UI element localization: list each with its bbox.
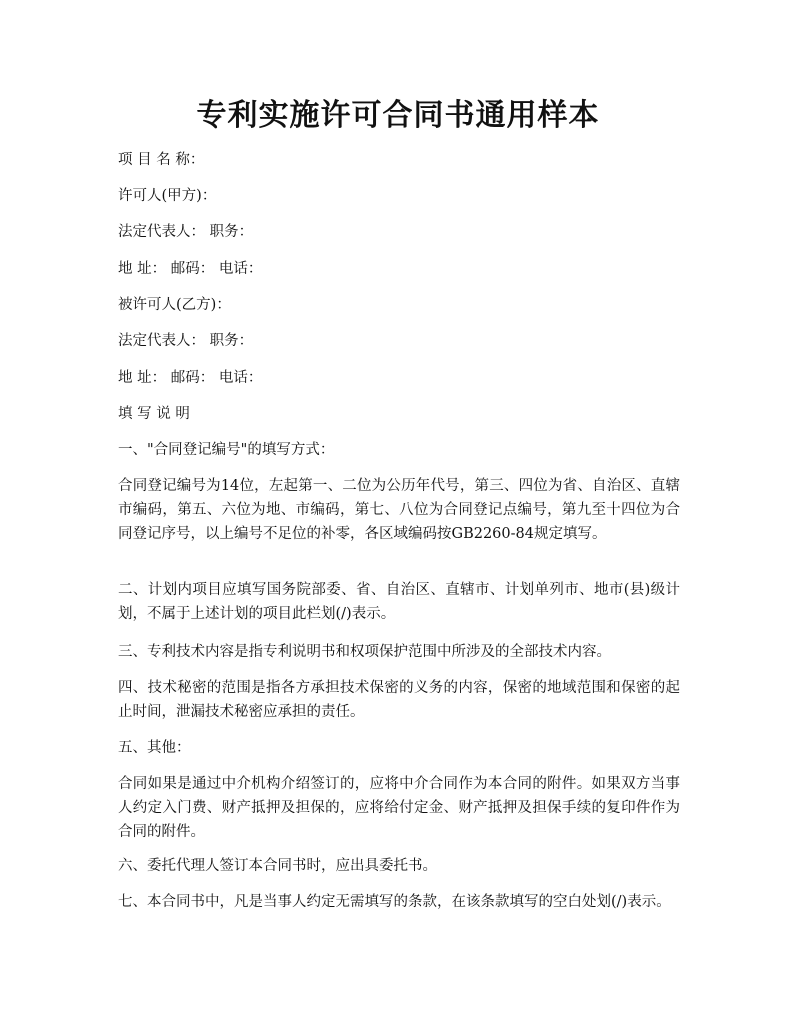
instructions-heading: 填 写 说 明 bbox=[118, 406, 190, 422]
instruction-item: 六、委托代理人签订本合同书时，应出具委托书。 bbox=[118, 858, 437, 874]
licensor-representative-field: 法定代表人： 职务： bbox=[118, 224, 254, 240]
instruction-item: 合同登记编号为14位，左起第一、二位为公历年代号，第三、四位为省、自治区、直辖市编码，第五、六位为地、市编码，第七、八位为合同登记点编号，第九至十四位为合同登记序号，以上编号不足位的补零，各区域编码按GB2260-84规定填写。 bbox=[118, 478, 680, 542]
instruction-item: 七、本合同书中，凡是当事人约定无需填写的条款，在该条款填写的空白处划(/)表示。 bbox=[118, 894, 671, 910]
document-title: 专利实施许可合同书通用样本 bbox=[196, 98, 600, 133]
instruction-item: 四、技术秘密的范围是指各方承担技术保密的义务的内容，保密的地域范围和保密的起止时间，泄漏技术秘密应承担的责任。 bbox=[118, 680, 680, 720]
licensee-representative-field: 法定代表人： 职务： bbox=[118, 333, 254, 349]
instruction-item: 一、"合同登记编号"的填写方式： bbox=[118, 442, 335, 458]
project-name-field: 项 目 名 称： bbox=[118, 152, 205, 168]
licensor-field: 许可人(甲方)： bbox=[118, 188, 217, 204]
instruction-item: 五、其他： bbox=[118, 740, 191, 756]
instruction-item: 合同如果是通过中介机构介绍签订的，应将中介合同作为本合同的附件。如果双方当事人约定入门费、财产抵押及担保的，应将给付定金、财产抵押及担保手续的复印件作为合同的附件。 bbox=[118, 776, 680, 840]
instruction-item: 三、专利技术内容是指专利说明书和权项保护范围中所涉及的全部技术内容。 bbox=[118, 644, 611, 660]
licensee-address-field: 地 址： 邮码： 电话： bbox=[118, 370, 263, 386]
licensor-address-field: 地 址： 邮码： 电话： bbox=[118, 261, 263, 277]
instruction-item: 二、计划内项目应填写国务院部委、省、自治区、直辖市、计划单列市、地市(县)级计划，不属于上述计划的项目此栏划(/)表示。 bbox=[118, 582, 680, 622]
licensee-field: 被许可人(乙方)： bbox=[118, 297, 231, 313]
